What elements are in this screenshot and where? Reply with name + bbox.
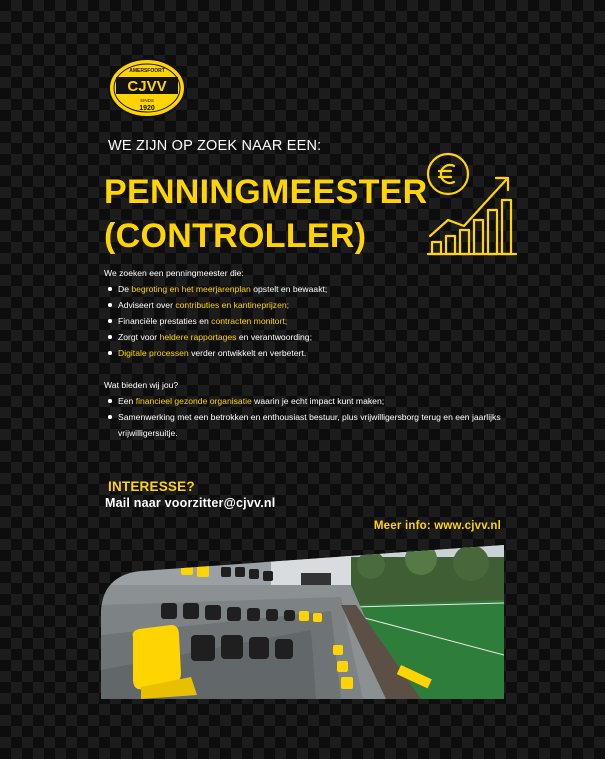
svg-text:SINDS: SINDS xyxy=(140,98,154,103)
contact-email[interactable]: Mail naar voorzitter@cjvv.nl xyxy=(105,496,276,510)
euro-growth-chart-icon xyxy=(424,146,518,256)
svg-text:CJVV: CJVV xyxy=(127,78,167,95)
section2-list xyxy=(104,393,524,441)
intro-text: WE ZIJN OP ZOEK NAAR EEN: xyxy=(108,138,322,154)
interest-heading: INTERESSE? xyxy=(108,479,195,494)
list-item: Zorgt voor heldere rapportages en verantwoording; xyxy=(104,329,524,345)
section2-heading: Wat bieden wij jou? xyxy=(104,380,179,390)
svg-text:AMERSFOORT: AMERSFOORT xyxy=(129,68,165,74)
page-title xyxy=(104,170,427,258)
list-item: Financiële prestaties en contracten monitort; xyxy=(104,313,524,329)
list-item: Een financieel gezonde organisatie waarin je echt impact kunt maken; xyxy=(104,393,524,409)
cjvv-logo xyxy=(108,58,186,118)
title-line-2: (CONTROLLER) xyxy=(104,217,367,255)
list-item: Samenwerking met een betrokken en enthousiast bestuur, plus vrijwilligersborg terug en een jaarlijks vrijwilligersuitje. xyxy=(104,409,524,441)
website-link[interactable]: Meer info: www.cjvv.nl xyxy=(373,520,501,532)
stadium-photo xyxy=(101,545,504,699)
list-item: De begroting en het meerjarenplan opstelt en bewaakt; xyxy=(104,281,524,297)
job-description xyxy=(104,265,524,441)
list-item: Digitale processen verder ontwikkelt en verbetert. xyxy=(104,345,524,361)
title-line-1: PENNINGMEESTER xyxy=(104,173,428,211)
list-item: Adviseert over contributies en kantineprijzen; xyxy=(104,297,524,313)
section1-list xyxy=(104,281,524,361)
section1-heading: We zoeken een penningmeester die: xyxy=(104,268,244,278)
svg-text:1920: 1920 xyxy=(139,105,155,112)
